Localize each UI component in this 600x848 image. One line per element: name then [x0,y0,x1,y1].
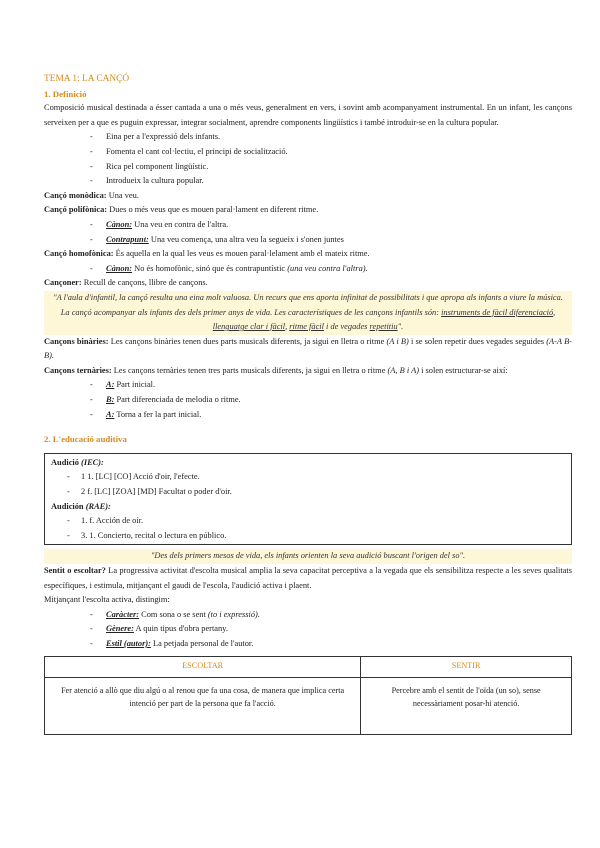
monodica-line: Cançó monòdica: Una veu. [44,190,139,200]
list-item: - Gènere: A quin tipus d'obra pertany. [44,622,572,637]
ternaries-line: Cançons ternàries: Les cançons ternàries tenen tres parts musicals diferents, ja sigui en lletra o ritme (A, B i A) i solen estructurar-se així: [44,365,508,375]
comparison-table [44,656,572,735]
canconer-line: Cançoner: Recull de cançons, llibre de cançons. [44,278,208,288]
list-item: - 1. f. Acción de oír. [51,514,565,529]
list-item: - B: Part diferenciada de melodia o ritme. [44,393,572,408]
list-item: - Cànon: No és homofònic, sinó que és contrapuntístic (una veu contra l'altra). [44,262,572,277]
table-cell-escoltar: Fer atenció a allò que diu algú o al renou que fa una cosa, de manera que implica certa intenció per part de la persona que fa l'acció. [45,677,361,734]
polifonica-line: Cançó polifònica: Dues o més veus que es mouen paral·lament en diferent ritme. [44,205,319,215]
definition-paragraph: Composició musical destinada a ésser cantada a una o més veus, generalment en vers, i sovint amb acompanyament instrumental. En un infant, les cançons serveixen per a que es puguin expressar, integrar socialment, aprendre components lingüístics i també introduir-se en la cultura popular. [44,103,572,127]
table-header-escoltar: ESCOLTAR [45,656,361,677]
escolta-items [44,608,572,652]
binaries-line: Cançons binàries: Les cançons binàries tenen dues parts musicals diferents, ja sigui en lletra o ritme (A i B) i se solen repetir dues vegades seguides (A-A B-B). [44,336,572,361]
list-item: - Rica pel component lingüístic. [44,160,572,175]
list-item: - 1 1. [LC] [CO] Acció d'oir, l'efecte. [51,470,565,485]
section-1-heading: 1. Definició [44,88,87,99]
mitjancant-line: Mitjançant l'escolta activa, distingim: [44,595,170,605]
iec-items [51,470,565,499]
list-item: - Contrapunt: Una veu comença, una altra veu la segueix i s'onen juntes [44,233,572,248]
table-cell-sentir: Percebre amb el sentit de l'oïda (un so), sense necessàriament posar-hi atenció. [361,677,572,734]
list-item: - Caràcter: Com sona o se sent (to i expressió). [44,608,572,623]
table-row [45,677,572,734]
rae-items [51,514,565,543]
homofonica-types [44,262,572,277]
list-item: - Fomenta el cant col·lectiu, el principi de socialització. [44,145,572,160]
ternary-parts [44,378,572,422]
infantil-quote: "A l'aula d'infantil, la cançó resulta una eina molt valuosa. Un recurs que ens aporta infinitat de possibilitats i que apropa als infants a viure la música. La cançó acompanyar als infants des dels primer anys de vida. Les característiques de les cançons infantils són: instruments de fàcil diferenciació, llenguatge clar i fàcil, ritme fàcil i de vegades repetitiu". [44,291,572,335]
audition-quote: "Des dels primers mesos de vida, els infants orienten la seva audició buscant l'origen del so". [44,549,572,564]
document-page [44,70,572,735]
definition-bullets [44,130,572,188]
list-item: - Eina per a l'expressió dels infants. [44,130,572,145]
section-2-heading: 2. L'educació auditiva [44,434,127,445]
homofonica-line: Cançó homofònica: És aquella en la qual les veus es mouen paral·lelament amb el mateix ritme. [44,249,370,259]
list-item: - Estil (autor): La petjada personal de l'autor. [44,637,572,652]
polifonica-types [44,218,572,247]
list-item: - A: Part inicial. [44,378,572,393]
list-item: - Introdueix la cultura popular. [44,174,572,189]
table-row [45,656,572,677]
document-title: TEMA 1: LA CANÇÓ [44,74,130,84]
table-header-sentir: SENTIR [361,656,572,677]
list-item: - A: Torna a fer la part inicial. [44,408,572,423]
list-item: - 2 f. [LC] [ZOA] [MD] Facultat o poder d'oir. [51,485,565,500]
definitions-box [44,453,572,546]
iec-heading: Audició (IEC): [51,457,104,467]
sentit-paragraph: Sentit o escoltar? La progressiva activitat d'escolta musical amplia la seva capacitat perceptiva a la vegada que els sensibilitza respecte a les seves qualitats específiques, i estimula, mitjançant el gaudi de l'escola, l'audició activa i plaent. [44,566,572,590]
list-item: - Cànon: Una veu en contra de l'altra. [44,218,572,233]
rae-heading: Audición (RAE): [51,501,111,511]
list-item: - 3. 1. Concierto, recital o lectura en público. [51,529,565,544]
